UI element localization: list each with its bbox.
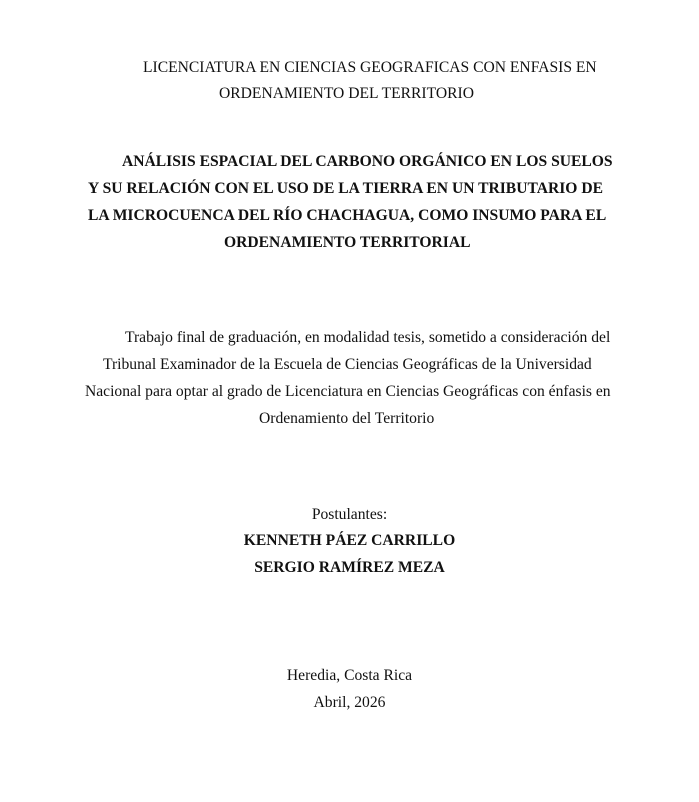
description-line-4: Ordenamiento del Territorio <box>259 410 435 427</box>
degree-line-2: ORDENAMIENTO DEL TERRITORIO <box>219 85 474 102</box>
title-line-4: ORDENAMIENTO TERRITORIAL <box>224 234 471 251</box>
title-line-2: Y SU RELACIÓN CON EL USO DE LA TIERRA EN UN TRIBUTARIO DE <box>88 180 603 197</box>
description-line-3: Nacional para optar al grado de Licenciatura en Ciencias Geográficas con énfasis en <box>85 383 611 400</box>
applicant-name-1: KENNETH PÁEZ CARRILLO <box>243 532 456 549</box>
title-line-3: LA MICROCUENCA DEL RÍO CHACHAGUA, COMO INSUMO PARA EL <box>88 207 607 224</box>
description-line-2: Tribunal Examinador de la Escuela de Ciencias Geográficas de la Universidad <box>103 356 592 373</box>
title-line-1: ANÁLISIS ESPACIAL DEL CARBONO ORGÁNICO EN LOS SUELOS <box>122 153 613 170</box>
description-line-1: Trabajo final de graduación, en modalidad tesis, sometido a consideración del <box>125 329 611 346</box>
applicants-label: Postulantes: <box>311 506 388 523</box>
date-text: Abril, 2026 <box>313 694 386 711</box>
degree-line-1: LICENCIATURA EN CIENCIAS GEOGRAFICAS CON ENFASIS EN <box>143 59 597 76</box>
place-text: Heredia, Costa Rica <box>286 667 413 684</box>
applicant-name-2: SERGIO RAMÍREZ MEZA <box>254 559 445 576</box>
